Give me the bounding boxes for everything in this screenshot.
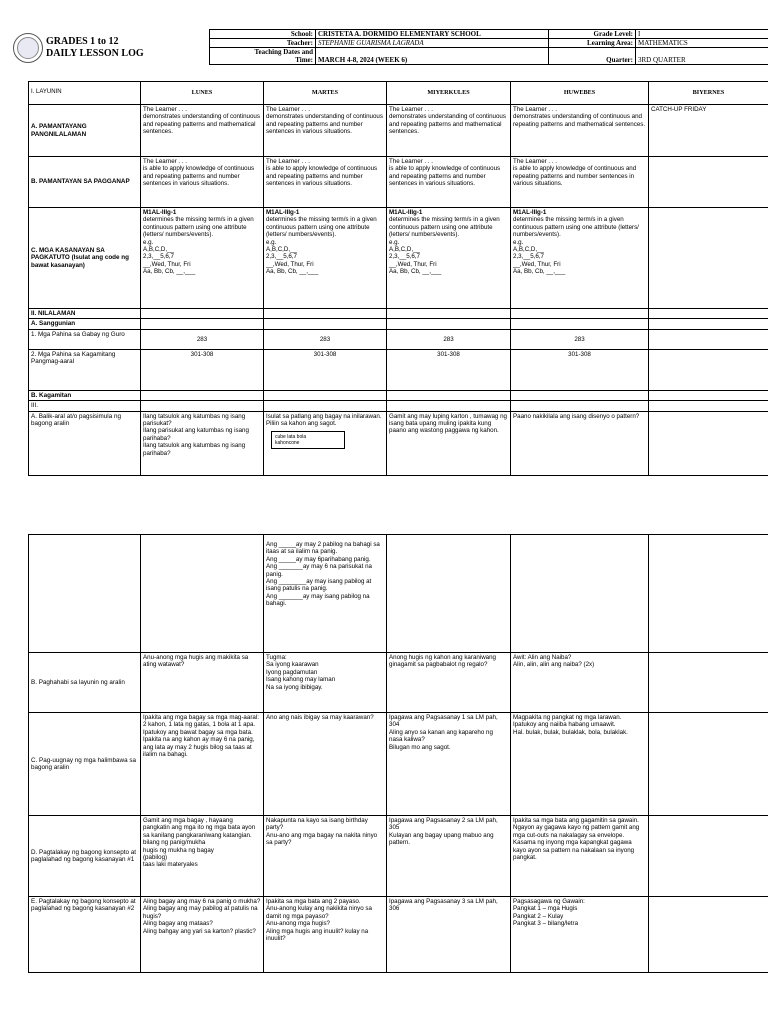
row-label-gabay: 1. Mga Pahina sa Gabay ng Guro [29, 329, 141, 349]
cell-pagtalakay2-miyerkules: Ipagawa ang Pagsasanay 3 sa LM pah, 306 [387, 897, 511, 973]
school-label: School: [210, 30, 316, 39]
cell-pag-uugnay-lunes: Ipakita ang mga bagay sa mga mag-aaral: 2 kahon, 1 lata ng gatas, 1 bola at 1 apa. Ipatukoy ang bawat bagay sa mga bata. Ipakita na ang kahon ay may 6 na panig, ang lata ay may 2 hugis bilog sa taas at ilalim na bahagi. [141, 713, 264, 816]
dates-label: Teaching Dates and Time: [210, 48, 316, 65]
cell-pamantayang-miyerkules: The Learner . . . demonstrates understanding of continuous and repeating patterns and mathematical sentences. [387, 105, 511, 157]
cell-kasanayan-martes: M1AL-IIIg-1 determines the missing term/s in a given continuous pattern using one attribute (letters/ numbers/events). e.g. A,B,C,D,__ 2,3,__5,6,7 __,Wed, Thur, Fri Aa, Bb, Cb, __,___ [264, 208, 387, 309]
row-label-pagtalakay1: D. Pagtalakay ng bagong konsepto at paglalahad ng bagong kasanayan #1 [29, 816, 141, 897]
deped-seal [13, 33, 43, 63]
cell-pag-uugnay-miyerkules: Ipagawa ang Pagsasanay 1 sa LM pah, 304 Aling anyo sa kanan ang kapareho ng nasa kaliwa? Bilugan mo ang sagot. [387, 713, 511, 816]
row-label-pamantayang: A. PAMANTAYANG PANGNILALAMAN [29, 105, 141, 157]
row-label-kasanayan: C. MGA KASANAYAN SA PAGKATUTO (Isulat ang code ng bawat kasanayan) [29, 208, 141, 309]
row-label-pag-uugnay: C. Pag-uugnay ng mga halimbawa sa bagong aralin [29, 713, 141, 816]
quarter-value: 3RD QUARTER [636, 48, 768, 65]
quarter-label: Quarter: [549, 48, 636, 65]
doc-title-line2: DAILY LESSON LOG [46, 48, 144, 59]
cell-kagamitan-martes: 301-308 [264, 349, 387, 390]
cell-pamantayang-biyernes: CATCH-UP FRIDAY [649, 105, 768, 157]
cell-gabay-miyerkules: 283 [387, 329, 511, 349]
cell-balik-aral-lunes: Ilang tatsulok ang katumbas ng isang parisukat? Ilang parisukat ang katumbas ng isang parihaba? Ilang tatsulok ang katumbas ng isang parihaba? [141, 411, 264, 475]
cell-paghahabi-martes: Tugma: Sa iyong kaarawan Iyong pagdamutan Isang kahong may laman Na sa iyong ibibigay. [264, 653, 387, 713]
lesson-log-table [28, 81, 768, 476]
cell-pagganap-miyerkules: The Learner . . . is able to apply knowledge of continuous and repeating patterns and number sentences in various situations. [387, 157, 511, 208]
cell-pamantayang-huwebes: The Learner . . . demonstrates understanding of continuous and repeating patterns and mathematical sentences. [511, 105, 649, 157]
cell-pagganap-biyernes [649, 157, 768, 208]
cell-pagtalakay2-martes: Ipakita sa mga bata ang 2 payaso. Anu-anong kulay ang nakikita ninyo sa damit ng mga payaso? Anu-anong mga hugis? Aling mga hugis ang inuulit? kulay na inuulit? [264, 897, 387, 973]
row-label-iii: III. [29, 401, 141, 411]
cell-pagtalakay1-lunes: Gamit ang mga bagay , hayaang pangkatin ang mga ito ng mga bata ayon sa kanilang pangkaraniwang katangian. bilang ng panig/mukha hugis ng mukha ng bagay (pabilog) taas laki materyales [141, 816, 264, 897]
dates-value: MARCH 4-8, 2024 (WEEK 6) [316, 48, 549, 65]
row-label-pagganap: B. PAMANTAYAN SA PAGGANAP [29, 157, 141, 208]
day-header-huwebes: HUWEBES [511, 82, 649, 105]
cell-pag-uugnay-huwebes: Magpakita ng pangkat ng mga larawan. Ipatukoy ang naiiba habang umaawit. Hal. bulak, bulak, bulaklak, bola, bulaklak. [511, 713, 649, 816]
row-label-nilalaman: II. NILALAMAN [29, 309, 141, 319]
area-value: MATHEMATICS [636, 39, 768, 48]
cell-kagamitan-miyerkules: 301-308 [387, 349, 511, 390]
grade-label: Grade Level: [549, 30, 636, 39]
section-layunin: I. LAYUNIN [29, 82, 141, 105]
day-header-martes: MARTES [264, 82, 387, 105]
cell-balik-aral-martes: Isulat sa patlang ang bagay na inilarawan. Piliin sa kahon ang sagot. cube lata bola kahoncone [264, 411, 387, 475]
row-label-balik-aral: A. Balik-aral at/o pagsisimula ng bagong aralin [29, 411, 141, 475]
cell-kagamitan-huwebes: 301-308 [511, 349, 649, 390]
cell-balik-aral-miyerkules: Gamit ang may luping karton , tumawag ng isang bata upang muling ipakita kung paano ang wastong paggawa ng kahon. [387, 411, 511, 475]
cell-pag-uugnay-martes: Ano ang nais ibigay sa may kaarawan? [264, 713, 387, 816]
cell-pagtalakay1-miyerkules: Ipagawa ang Pagsasanay 2 sa LM pah, 305 Kulayan ang bagay upang mabuo ang pattern. [387, 816, 511, 897]
row-label-sanggunian: A. Sanggunian [29, 319, 141, 329]
doc-title-line1: GRADES 1 to 12 [46, 36, 119, 47]
cell-pagganap-lunes: The Learner . . . is able to apply knowledge of continuous and repeating patterns and number sentences in various situations. [141, 157, 264, 208]
lesson-log-table-continued [28, 534, 768, 973]
area-label: Learning Area: [549, 39, 636, 48]
cell-kasanayan-miyerkules: M1AL-IIIg-1 determines the missing term/s in a given continuous pattern using one attribute (letters/ numbers/events). e.g. A,B,C,D,__ 2,3,__5,6,7 __,Wed, Thur, Fri Aa, Bb, Cb, __,___ [387, 208, 511, 309]
cell-kagamitan-lunes: 301-308 [141, 349, 264, 390]
day-header-biyernes: BIYERNES [649, 82, 768, 105]
cell-kasanayan-biyernes [649, 208, 768, 309]
cell-pamantayang-martes: The Learner . . . demonstrates understanding of continuous and repeating patterns and number sentences in various situations. [264, 105, 387, 157]
cell-gabay-huwebes: 283 [511, 329, 649, 349]
grade-value: I [636, 30, 768, 39]
cell-paghahabi-huwebes: Awit: Alin ang Naiba? Alin, alin, alin ang naiba? (2x) [511, 653, 649, 713]
cell-fill-blanks-martes: Ang _____ay may 2 pabilog na bahagi sa itaas at sa ilalim na panig. Ang _____ay may 6parihabang panig. Ang _______ay may 6 na parisukat na panig. Ang ________ay may isang pabilog at isang patulis na panig. Ang _______ay may isang pabilog na bahagi. [264, 535, 387, 653]
school-value: CRISTETA A. DORMIDO ELEMENTARY SCHOOL [316, 30, 549, 39]
cell-pagtalakay1-martes: Nakapunta na kayo sa isang birthday party? Anu-ano ang mga bagay na nakita ninyo sa party? [264, 816, 387, 897]
cell-kasanayan-lunes: M1AL-IIIg-1 determines the missing term/s in a given continuous pattern using one attribute (letters/ numbers/events). e.g. A,B,C,D,__ 2,3,__5,6,7 __,Wed, Thur, Fri Aa, Bb, Cb, __,___ [141, 208, 264, 309]
cell-kasanayan-huwebes: M1AL-IIIg-1 determines the missing term/s in a given continuous pattern using one attribute (letters/ numbers/events). e.g. A,B,C,D,__ 2,3,__5,6,7 __,Wed, Thur, Fri Aa, Bb, Cb, __,___ [511, 208, 649, 309]
row-label-pagtalakay2: E. Pagtalakay ng bagong konsepto at paglalahad ng bagong kasanayan #2 [29, 897, 141, 973]
cell-gabay-lunes: 283 [141, 329, 264, 349]
cell-gabay-martes: 283 [264, 329, 387, 349]
cell-paghahabi-lunes: Anu-anong mga hugis ang makikita sa ating watawat? [141, 653, 264, 713]
day-header-miyerkules: MIYERKULES [387, 82, 511, 105]
teacher-value: STEPHANIE GUARISMA LAGRADA [316, 39, 549, 48]
day-header-lunes: LUNES [141, 82, 264, 105]
row-label-kagamitan: B. Kagamitan [29, 390, 141, 400]
choices-box: cube lata bola kahoncone [271, 431, 345, 449]
cell-pagtalakay1-huwebes: Ipakita sa mga bata ang gagamitin sa gawain. Ngayon ay gagawa kayo ng pattern gamit ang mga cut-outs na nakalagay sa envelope. Kasama ng inyong mga kapangkat gagawa kayo ayon sa pattern na nakalaan sa inyong pangkat. [511, 816, 649, 897]
row-label-paghahabi: B. Paghahabi sa layunin ng aralin [29, 653, 141, 713]
cell-pagtalakay2-huwebes: Pagsasagawa ng Gawain: Pangkat 1 – mga Hugis Pangkat 2 – Kulay Pangkat 3 – bilang/letra [511, 897, 649, 973]
cell-pagtalakay2-lunes: Aling bagay ang may 6 na panig o mukha? Aling bagay ang may pabilog at patulis na hugis? Aling bagay ang mataas? Aling bahgay ang yari sa karton? plastic? [141, 897, 264, 973]
cell-balik-aral-huwebes: Paano nakikilala ang isang disenyo o pattern? [511, 411, 649, 475]
cell-pagganap-huwebes: The Learner . . . is able to apply knowledge of continuous and repeating patterns and number sentences in various situations. [511, 157, 649, 208]
row-label-kagamitan-pang: 2. Mga Pahina sa Kagamitang Pangmag-aaral [29, 349, 141, 390]
teacher-label: Teacher: [210, 39, 316, 48]
header-info-table [209, 29, 768, 65]
cell-pagganap-martes: The Learner . . . is able to apply knowledge of continuous and repeating patterns and number sentences in various situations. [264, 157, 387, 208]
cell-paghahabi-miyerkules: Anong hugis ng kahon ang karaniwang ginagamit sa pagbabalot ng regalo? [387, 653, 511, 713]
cell-pamantayang-lunes: The Learner . . . demonstrates understanding of continuous and repeating patterns and mathematical sentences. [141, 105, 264, 157]
